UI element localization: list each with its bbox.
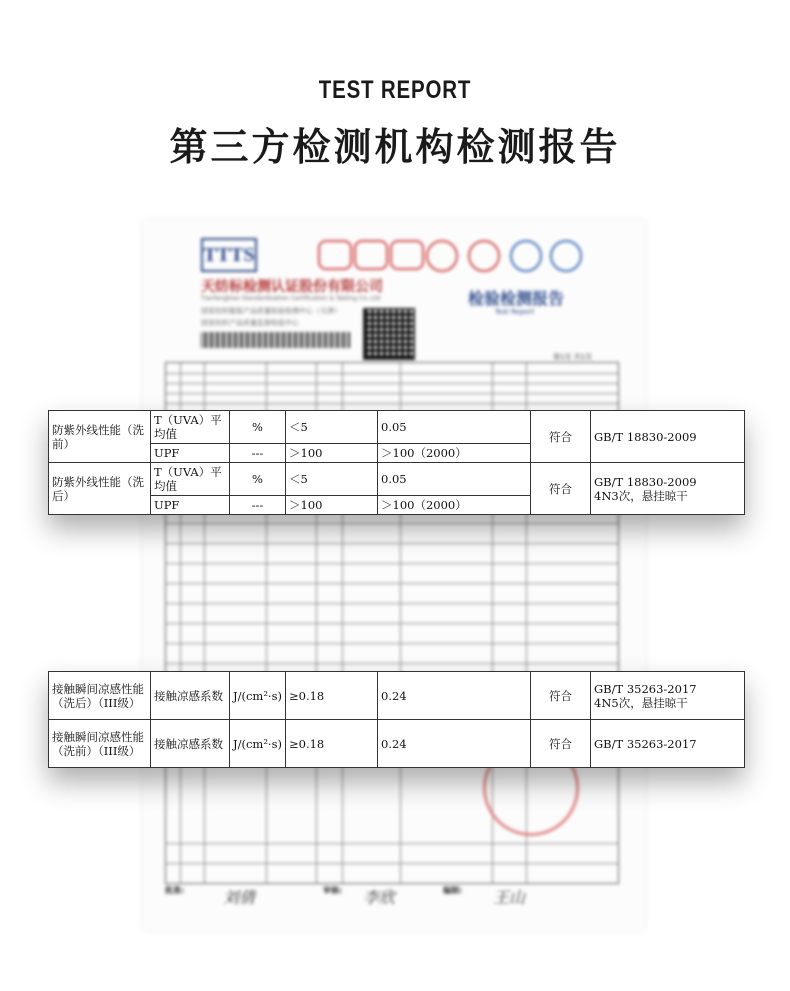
- ca-seal-icon: [426, 240, 458, 272]
- requirement-cell: ＞100: [286, 444, 378, 463]
- unit-cell: J/(cm²·s): [230, 672, 286, 720]
- contact-cooling-table: [48, 671, 744, 768]
- result-cell: 0.24: [378, 720, 531, 768]
- requirement-cell: ＜5: [286, 463, 378, 496]
- report-title-cn: 第三方检测机构检测报告: [169, 125, 621, 169]
- page-info: 第1页 共1页: [553, 353, 593, 361]
- ilac-seal-icon: [510, 240, 542, 272]
- ca-seal-icon: [468, 240, 500, 272]
- verdict-cell: 符合: [531, 672, 591, 720]
- report-title-en: TEST REPORT: [318, 76, 472, 104]
- index-cell: T（UVA）平均值: [151, 411, 230, 444]
- preparer-signature: 王山: [493, 890, 526, 907]
- unit-cell: ---: [230, 496, 286, 515]
- uv-protection-table: [48, 410, 744, 515]
- standard-code: GB/T 18830-2009: [594, 474, 697, 489]
- index-cell: 接触凉感系数: [151, 672, 230, 720]
- test-item-cell: 防紫外线性能（洗前）: [49, 411, 151, 463]
- report-doc-subtitle: Test Report: [495, 308, 535, 316]
- standard-code: GB/T 35263-2017: [594, 681, 697, 696]
- verdict-cell: 符合: [531, 411, 591, 463]
- standard-cell: [591, 463, 745, 515]
- approve-label: 批准:: [165, 886, 185, 895]
- table-row: [49, 463, 745, 496]
- unit-cell: J/(cm²·s): [230, 720, 286, 768]
- index-cell: UPF: [151, 496, 230, 515]
- barcode-icon: [201, 332, 351, 348]
- requirement-cell: ≥0.18: [286, 720, 378, 768]
- verdict-cell: 符合: [531, 463, 591, 515]
- result-cell: 0.05: [378, 411, 531, 444]
- standard-cell: [591, 672, 745, 720]
- qr-code-icon: [363, 308, 415, 360]
- cma-seal-icon: [318, 240, 352, 270]
- standard-note: 4N3次，悬挂晾干: [594, 488, 688, 503]
- test-item-cell: 接触瞬间凉感性能（洗后）（III级）: [49, 672, 151, 720]
- requirement-cell: ≥0.18: [286, 672, 378, 720]
- unit-cell: %: [230, 411, 286, 444]
- standard-note: 4N5次，悬挂晾干: [594, 695, 688, 710]
- result-cell: ＞100（2000）: [378, 496, 531, 515]
- center-line-2: 国家纺织产品质量监督检验中心: [201, 319, 299, 327]
- index-cell: 接触凉感系数: [151, 720, 230, 768]
- requirement-cell: ＜5: [286, 411, 378, 444]
- result-cell: ＞100（2000）: [378, 444, 531, 463]
- test-item-cell: 防紫外线性能（洗后）: [49, 463, 151, 515]
- cma-seal-icon: [354, 240, 388, 270]
- result-cell: 0.24: [378, 672, 531, 720]
- ttts-logo: TTTS: [201, 238, 257, 272]
- cnas-seal-icon: [550, 240, 582, 272]
- approver-signature: 刘倩: [223, 890, 256, 907]
- certification-seals: [318, 240, 598, 274]
- prepare-label: 编制:: [443, 886, 463, 895]
- table-row: [49, 720, 745, 768]
- unit-cell: %: [230, 463, 286, 496]
- review-label: 审核:: [323, 886, 343, 895]
- standard-cell: GB/T 18830-2009: [591, 411, 745, 463]
- company-name: 天纺标检测认证股份有限公司: [201, 279, 383, 295]
- result-cell: 0.05: [378, 463, 531, 496]
- verdict-cell: 符合: [531, 720, 591, 768]
- index-cell: UPF: [151, 444, 230, 463]
- report-doc-title: 检验检测报告: [468, 289, 565, 308]
- center-line-1: 国家纺织服装产品质量检验检测中心（天津）: [201, 307, 341, 315]
- unit-cell: ---: [230, 444, 286, 463]
- reviewer-signature: 李欣: [363, 890, 396, 907]
- requirement-cell: ＞100: [286, 496, 378, 515]
- scanned-report-image: [143, 220, 645, 930]
- index-cell: T（UVA）平均值: [151, 463, 230, 496]
- table-row: [49, 672, 745, 720]
- table-row: [49, 411, 745, 444]
- test-item-cell: 接触瞬间凉感性能（洗前）（III级）: [49, 720, 151, 768]
- cma-seal-icon: [390, 240, 424, 270]
- standard-cell: GB/T 35263-2017: [591, 720, 745, 768]
- company-name-en: Tianfangbiao Standardization Certification & Testing Co.,Ltd: [201, 295, 381, 302]
